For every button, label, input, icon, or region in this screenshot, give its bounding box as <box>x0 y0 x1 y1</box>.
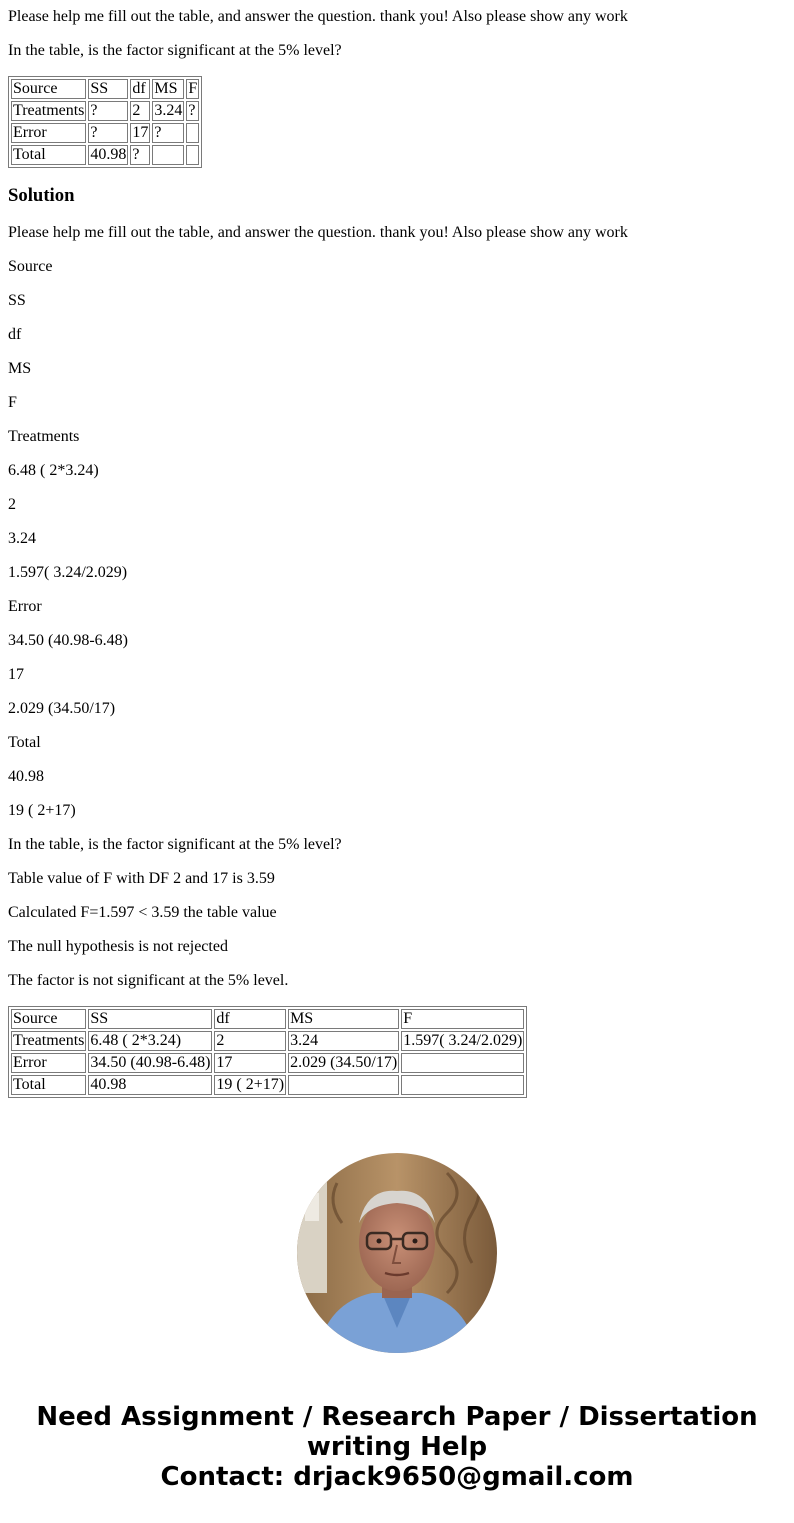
table-cell <box>152 145 184 165</box>
table-row <box>11 1053 524 1073</box>
question-anova-table <box>8 76 202 168</box>
table-cell: ? <box>88 101 128 121</box>
table-header-cell: SS <box>88 1009 212 1029</box>
table-row <box>11 1075 524 1095</box>
table-header-cell: MS <box>152 79 184 99</box>
table-header-cell: Source <box>11 79 86 99</box>
table-cell <box>186 145 199 165</box>
author-photo <box>297 1153 497 1353</box>
solution-line: SS <box>8 292 26 309</box>
solution-line: Calculated F=1.597 < 3.59 the table value <box>8 904 277 921</box>
table-cell: Error <box>11 1053 86 1073</box>
table-row <box>11 101 199 121</box>
table-cell <box>401 1053 524 1073</box>
table-cell: ? <box>152 123 184 143</box>
solution-line: 17 <box>8 666 24 683</box>
solution-line: MS <box>8 360 32 377</box>
table-cell: ? <box>88 123 128 143</box>
solution-line: 1.597( 3.24/2.029) <box>8 564 128 581</box>
solution-line: 3.24 <box>8 530 36 547</box>
table-header-cell: MS <box>288 1009 399 1029</box>
solution-line: Error <box>8 598 42 615</box>
solution-line: Please help me fill out the table, and answer the question. thank you! Also please show any work <box>8 224 628 241</box>
solution-line: Treatments <box>8 428 80 445</box>
table-cell: 34.50 (40.98-6.48) <box>90 1054 211 1071</box>
banner-line-2: writing Help <box>306 1432 488 1462</box>
table-header-cell: SS <box>88 79 128 99</box>
table-cell: Treatments <box>13 1032 85 1049</box>
question-prompt: In the table, is the factor significant at the 5% level? <box>8 42 342 59</box>
banner-line-1: Need Assignment / Research Paper / Dissertation <box>36 1402 758 1432</box>
solution-line: 2 <box>8 496 16 513</box>
table-header-cell: df <box>130 79 150 99</box>
table-cell: 2.029 (34.50/17) <box>290 1054 398 1071</box>
table-cell: 2 <box>130 101 150 121</box>
table-header-cell: df <box>214 1009 286 1029</box>
table-cell: ? <box>186 101 199 121</box>
solution-line: F <box>8 394 17 411</box>
document-body <box>8 0 788 1106</box>
table-cell <box>288 1075 399 1095</box>
table-row <box>11 123 199 143</box>
table-header-cell: F <box>188 80 198 97</box>
table-cell: Total <box>11 1075 86 1095</box>
table-cell: 19 ( 2+17) <box>216 1076 285 1093</box>
solution-line: Source <box>8 258 53 275</box>
table-cell: 6.48 ( 2*3.24) <box>88 1031 212 1051</box>
solution-line: Table value of F with DF 2 and 17 is 3.59 <box>8 870 275 887</box>
table-cell: 17 <box>132 124 149 141</box>
table-row <box>11 145 199 165</box>
table-cell: 2 <box>214 1031 286 1051</box>
question-intro: Please help me fill out the table, and answer the question. thank you! Also please show any work <box>8 8 628 25</box>
solution-line: 6.48 ( 2*3.24) <box>8 462 99 479</box>
banner-contact-line: Contact: drjack9650@gmail.com <box>160 1462 634 1492</box>
table-header-row <box>11 1009 524 1029</box>
author-portrait-image <box>297 1153 497 1353</box>
solution-line: 34.50 (40.98-6.48) <box>8 632 128 649</box>
table-cell: 3.24 <box>288 1031 399 1051</box>
table-header-cell: F <box>401 1009 524 1029</box>
solution-anova-table <box>8 1006 527 1098</box>
table-cell: Error <box>11 123 86 143</box>
contact-banner <box>0 1402 794 1492</box>
table-cell: 1.597( 3.24/2.029) <box>403 1032 523 1049</box>
table-cell: ? <box>130 145 150 165</box>
solution-line: 19 ( 2+17) <box>8 802 76 819</box>
solution-heading: Solution <box>8 185 75 206</box>
solution-line: The factor is not significant at the 5% level. <box>8 972 289 989</box>
solution-line: 40.98 <box>8 768 44 785</box>
table-row <box>11 1031 524 1051</box>
solution-line: In the table, is the factor significant at the 5% level? <box>8 836 342 853</box>
table-cell <box>186 123 199 143</box>
table-header-row <box>11 79 199 99</box>
table-cell <box>401 1075 524 1095</box>
solution-line: Total <box>8 734 41 751</box>
solution-line: df <box>8 326 22 343</box>
table-cell: Treatments <box>13 102 85 119</box>
table-header-cell: Source <box>11 1009 86 1029</box>
table-cell: 17 <box>214 1053 286 1073</box>
table-cell: 40.98 <box>90 146 127 163</box>
solution-line: The null hypothesis is not rejected <box>8 938 228 955</box>
table-cell: 40.98 <box>88 1075 212 1095</box>
table-cell: Total <box>11 145 86 165</box>
table-cell: 3.24 <box>154 102 183 119</box>
solution-line: 2.029 (34.50/17) <box>8 700 116 717</box>
